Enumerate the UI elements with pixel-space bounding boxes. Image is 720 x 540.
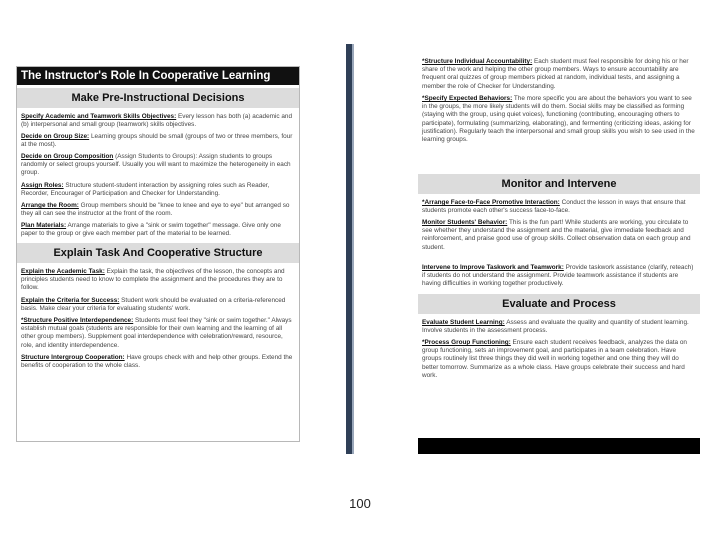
list-item: *Specify Expected Behaviors: The more specific you are about the behaviors you want to see in the groups, the more likely students will do them. Social skills may be classified as forming (staying with the group, using quiet voices), functioning (contributing, encouraging others to participate), formulating (summarizing, elaborating), and fermenting (criticizing ideas, asking for justification). Regularly teach the interpersonal and small group skills you wish to see used in the learning groups. (422, 95, 695, 144)
list-item: Plan Materials: Arrange materials to give a "sink or swim together" message. Give only one paper to the group or give each member part of the material to be learned. (21, 222, 281, 238)
list-item: Monitor Students' Behavior: This is the fun part! While students are working, you circulate to see whether they understand the assignment and the material, give immediate feedback and reinforcement, and praise good use of group skills. Collect observation data on each group and student. (422, 219, 691, 251)
list-item: Decide on Group Size: Learning groups should be small (groups of two or three members, four at the most). (21, 133, 293, 149)
left-page (16, 66, 300, 442)
page-number: 100 (349, 496, 371, 511)
page-footer-bar (418, 438, 700, 454)
section-header-pre-instructional: Make Pre-Instructional Decisions (17, 88, 299, 108)
list-item: Intervene to Improve Taskwork and Teamwork: Provide taskwork assistance (clarify, reteach) if students do not understand the assignment. Provide teamwork assistance if students are having difficulties in working together productively. (422, 264, 694, 288)
list-item: *Arrange Face-to-Face Promotive Interaction: Conduct the lesson in ways that ensure that students promote each other's success face-to-face. (422, 199, 686, 215)
list-item: Decide on Group Composition (Assign Students to Groups): Assign students to groups randomly or select groups yourself. Usually you will want to maximize the heterogeneity in each group. (21, 153, 291, 177)
list-item: Evaluate Student Learning: Assess and evaluate the quality and quantity of student learning. Involve students in the assessment process. (422, 319, 689, 335)
book-spine-edge (352, 44, 354, 454)
section-header-monitor: Monitor and Intervene (418, 174, 700, 194)
list-item: Structure Intergroup Cooperation: Have groups check with and help other groups. Extend the benefits of cooperation to the whole class. (21, 354, 293, 370)
list-item: *Structure Individual Accountability: Each student must feel responsible for doing his or her share of the work and helping the other group members. Ways to ensure accountability are frequent oral quizzes of group members picked at random, individual tests, and assigning a member the role of Checker for Understanding. (422, 58, 689, 90)
list-item: Explain the Criteria for Success: Student work should be evaluated on a criteria-referenced basis. Make clear your criteria for evaluating students' work. (21, 297, 286, 313)
list-item: Specify Academic and Teamwork Skills Objectives: Every lesson has both (a) academic and (b) interpersonal and small group (teamwork) skills objectives. (21, 113, 293, 129)
list-item: Assign Roles: Structure student-student interaction by assigning roles such as Reader, Recorder, Encourager of Participation and Checker for Understanding. (21, 182, 270, 198)
section-header-evaluate: Evaluate and Process (418, 294, 700, 314)
list-item: Explain the Academic Task: Explain the task, the objectives of the lesson, the concepts and principles students need to know to complete the assignment and the procedures they are to follow. (21, 268, 285, 292)
section-header-explain-task: Explain Task And Cooperative Structure (17, 243, 299, 263)
list-item: *Structure Positive Interdependence: Students must feel they "sink or swim together." Always establish mutual goals (students are responsible for their own learning and the learning of all other group members). Supplement goal interdependence with celebration/reward, resource, role, and identity interdependence. (21, 317, 292, 349)
list-item: Arrange the Room: Group members should be "knee to knee and eye to eye" but arranged so they all can see the instructor at the front of the room. (21, 202, 290, 218)
list-item: *Process Group Functioning: Ensure each student receives feedback, analyzes the data on group functioning, sets an improvement goal, and participates in a team celebration. Have groups routinely list three things they did well in working together and one thing they will do better tomorrow. Summarize as a whole class. Have groups celebrate their success and hard work. (422, 339, 687, 379)
right-page (418, 56, 700, 438)
page-title: The Instructor's Role In Cooperative Learning (17, 67, 299, 85)
